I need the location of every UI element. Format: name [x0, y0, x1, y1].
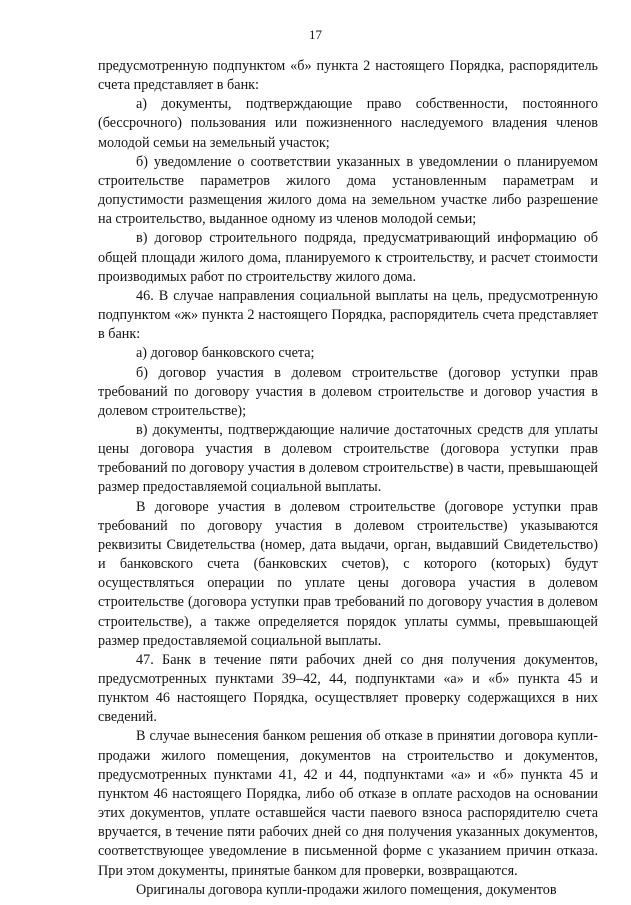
paragraph: Оригиналы договора купли-продажи жилого помещения, документов [136, 881, 557, 898]
paragraph: 47. Банк в течение пяти рабочих дней со дня получения документов, предусмотренных пунктами 39–42, 44, подпунктами «а» и «б» пункта 45 и пунктом 46 настоящего Порядка, осуществляет проверку содержащихся в них сведений. [98, 651, 598, 726]
paragraph: а) документы, подтверждающие право собственности, постоянного (бессрочного) пользования или пожизненного наследуемого владения членов молодой семьи на земельный участок; [98, 96, 598, 151]
paragraph: б) договор участия в долевом строительстве (договор уступки прав требований по договору участия в долевом строительстве и договор участия в долевом строительстве); [98, 364, 598, 419]
paragraph: б) уведомление о соответствии указанных в уведомлении о планируемом строительстве параметров жилого дома установленным параметрам и допустимости размещения жилого дома на земельном участке либо разрешение на строительство, выданное одному из членов молодой семьи; [98, 153, 598, 228]
page-number: 17 [309, 27, 322, 42]
paragraph: в) договор строительного подряда, предусматривающий информацию об общей площади жилого дома, планируемого к строительству, и расчет стоимости производимых работ по строительству жилого дома. [98, 230, 598, 285]
paragraph: предусмотренную подпунктом «б» пункта 2 настоящего Порядка, распорядитель счета представляет в банк: [98, 58, 598, 94]
document-body [98, 57, 598, 900]
paragraph: В случае вынесения банком решения об отказе в принятии договора купли-продажи жилого помещения, документов на строительство и документов, предусмотренных пунктами 41, 42 и 44, подпунктами «а» и «б» пункта 45 и пунктом 46 настоящего Порядка, либо об отказе в оплате расходов на основании этих документов, уплате оставшейся части паевого взноса распорядителю счета вручается, в течение пяти рабочих дней со дня получения указанных документов, соответствующее уведомление в письменной форме с указанием причин отказа. При этом документы, принятые банком для проверки, возвращаются. [98, 728, 598, 879]
paragraph: В договоре участия в долевом строительстве (договоре уступки прав требований по договору участия в долевом строительстве) указываются реквизиты Свидетельства (номер, дата выдачи, орган, выдавший Свидетельство) и банковского счета (банковских счетов), с которого (которых) будут осуществляться операции по уплате цены договора участия в долевом строительстве (договора уступки прав требований по договору участия в долевом строительстве), а также определяется порядок уплаты суммы, превышающей размер предоставляемой социальной выплаты. [98, 498, 598, 649]
paragraph: в) документы, подтверждающие наличие достаточных средств для уплаты цены договора участия в долевом строительстве (договора уступки прав требований по договору участия в долевом строительстве) в части, превышающей размер предоставляемой социальной выплаты. [98, 421, 598, 496]
paragraph: 46. В случае направления социальной выплаты на цель, предусмотренную подпунктом «ж» пункта 2 настоящего Порядка, распорядитель счета представляет в банк: [98, 287, 598, 343]
paragraph: а) договор банковского счета; [136, 345, 315, 362]
